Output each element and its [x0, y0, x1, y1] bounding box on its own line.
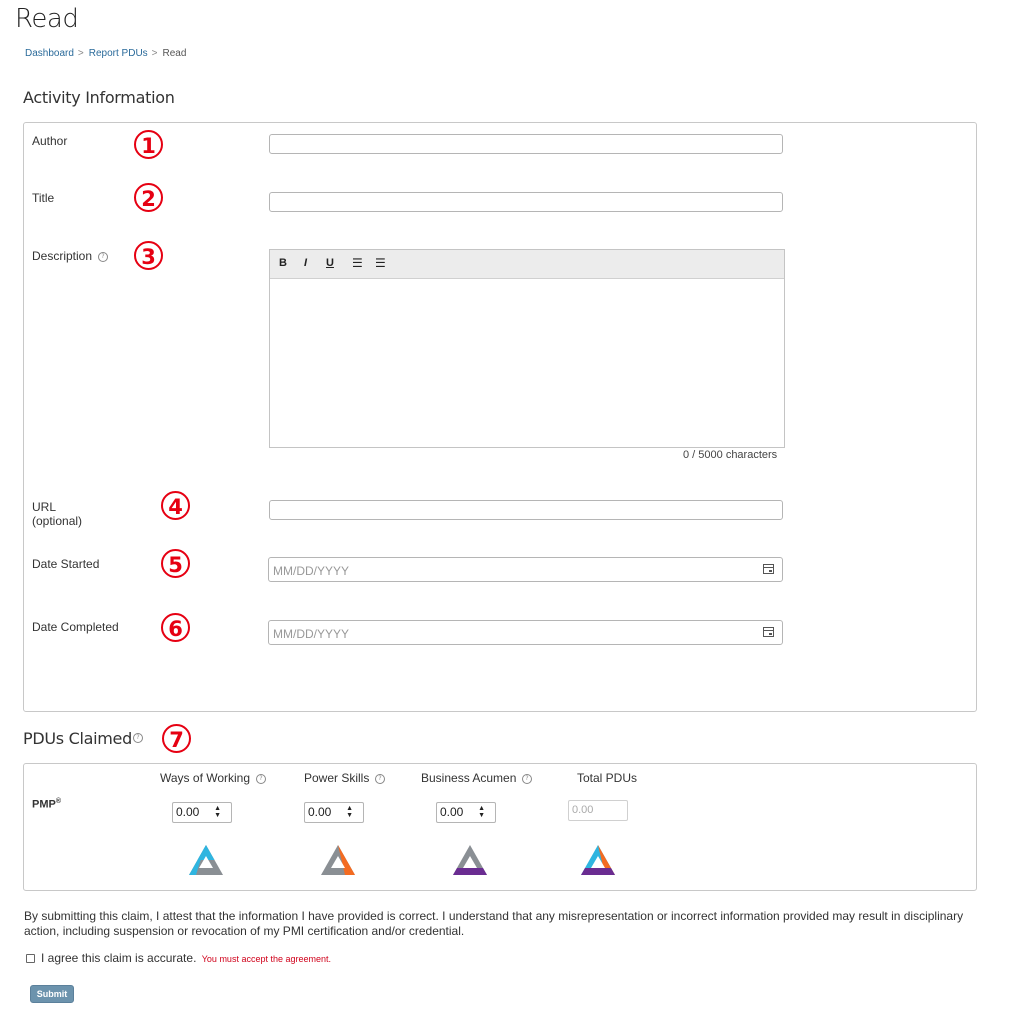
agreement-label[interactable]: I agree this claim is accurate.	[41, 951, 197, 965]
business-acumen-value: 0.00	[440, 805, 464, 819]
business-acumen-input[interactable]	[436, 802, 496, 823]
italic-button[interactable]: I	[304, 257, 308, 269]
power-skills-input[interactable]	[304, 802, 364, 823]
numbered-list-icon[interactable]: ☰	[375, 256, 386, 270]
ways-of-working-label: Ways of Working	[160, 771, 251, 785]
marker-4: 4	[161, 491, 190, 520]
title-label: Title	[32, 191, 55, 205]
submit-button[interactable]: Submit	[30, 985, 74, 1003]
description-editor	[269, 249, 785, 448]
total-pdus-triangle-icon	[580, 844, 616, 876]
description-label: Description	[32, 249, 93, 263]
title-input[interactable]	[269, 192, 783, 212]
marker-5: 5	[161, 549, 190, 578]
agreement-error: You must accept the agreement.	[201, 954, 331, 964]
marker-6: 6	[161, 613, 190, 642]
ways-of-working-value: 0.00	[176, 805, 200, 819]
author-input[interactable]	[269, 134, 783, 154]
date-completed-field[interactable]	[268, 620, 783, 645]
ways-of-working-help-icon[interactable]: ?	[256, 774, 266, 784]
power-skills-label: Power Skills	[304, 771, 370, 785]
business-acumen-label: Business Acumen	[421, 771, 517, 785]
breadcrumb	[25, 48, 186, 59]
editor-toolbar	[270, 250, 784, 279]
breadcrumb-report-pdus[interactable]: Report PDUs	[88, 48, 148, 59]
attestation-text: By submitting this claim, I attest that the information I have provided is correct. I understand that any misrepresentation or incorrect information provided may result in disciplinary action, including suspension or revocation of my PMI certification and/or credential.	[24, 909, 964, 938]
page-title: Read	[15, 4, 79, 34]
breadcrumb-separator: >	[151, 48, 158, 59]
pdus-help-icon[interactable]: ?	[133, 733, 143, 743]
ways-of-working-header	[160, 771, 250, 785]
url-input[interactable]	[269, 500, 783, 520]
power-skills-triangle-icon	[320, 844, 356, 876]
power-skills-value: 0.00	[308, 805, 332, 819]
registered-mark: ®	[55, 798, 62, 805]
business-acumen-help-icon[interactable]: ?	[522, 774, 532, 784]
date-completed-input[interactable]	[271, 624, 745, 643]
pdus-claimed-heading: PDUs Claimed	[23, 729, 132, 748]
marker-2: 2	[134, 183, 163, 212]
date-completed-label: Date Completed	[32, 620, 119, 634]
character-counter: 0 / 5000 characters	[683, 449, 778, 461]
marker-1: 1	[134, 130, 163, 159]
total-pdus-input: 0.00	[568, 800, 628, 821]
url-label-line1: URL	[32, 500, 57, 514]
description-textarea[interactable]	[270, 279, 784, 447]
pmp-label-text: PMP	[32, 798, 56, 811]
date-started-input[interactable]	[271, 561, 745, 580]
date-started-field[interactable]	[268, 557, 783, 582]
pmp-row-label	[32, 798, 61, 811]
total-pdus-header: Total PDUs	[577, 771, 638, 785]
calendar-icon[interactable]	[763, 564, 774, 574]
underline-button[interactable]: U	[326, 257, 334, 269]
power-skills-help-icon[interactable]: ?	[375, 774, 385, 784]
stepper-icon[interactable]: ▲ ▼	[478, 805, 485, 819]
agreement-row	[26, 951, 331, 965]
business-acumen-triangle-icon	[452, 844, 488, 876]
marker-7: 7	[162, 724, 191, 753]
ways-of-working-triangle-icon	[188, 844, 224, 876]
business-acumen-header	[421, 771, 516, 785]
breadcrumb-separator: >	[77, 48, 84, 59]
stepper-icon[interactable]: ▲ ▼	[346, 805, 353, 819]
power-skills-header	[304, 771, 369, 785]
marker-3: 3	[134, 241, 163, 270]
activity-information-heading: Activity Information	[23, 88, 175, 107]
bullet-list-icon[interactable]: ☰	[352, 256, 363, 270]
breadcrumb-current: Read	[162, 48, 187, 59]
url-label	[32, 500, 82, 528]
author-label: Author	[32, 134, 68, 148]
breadcrumb-dashboard[interactable]: Dashboard	[25, 48, 74, 59]
description-help-icon[interactable]: ?	[98, 252, 108, 262]
stepper-icon[interactable]: ▲ ▼	[214, 805, 221, 819]
ways-of-working-input[interactable]	[172, 802, 232, 823]
date-started-label: Date Started	[32, 557, 100, 571]
calendar-icon[interactable]	[763, 627, 774, 637]
url-label-line2: (optional)	[32, 514, 83, 528]
bold-button[interactable]: B	[279, 257, 287, 269]
agreement-checkbox[interactable]	[26, 954, 35, 963]
